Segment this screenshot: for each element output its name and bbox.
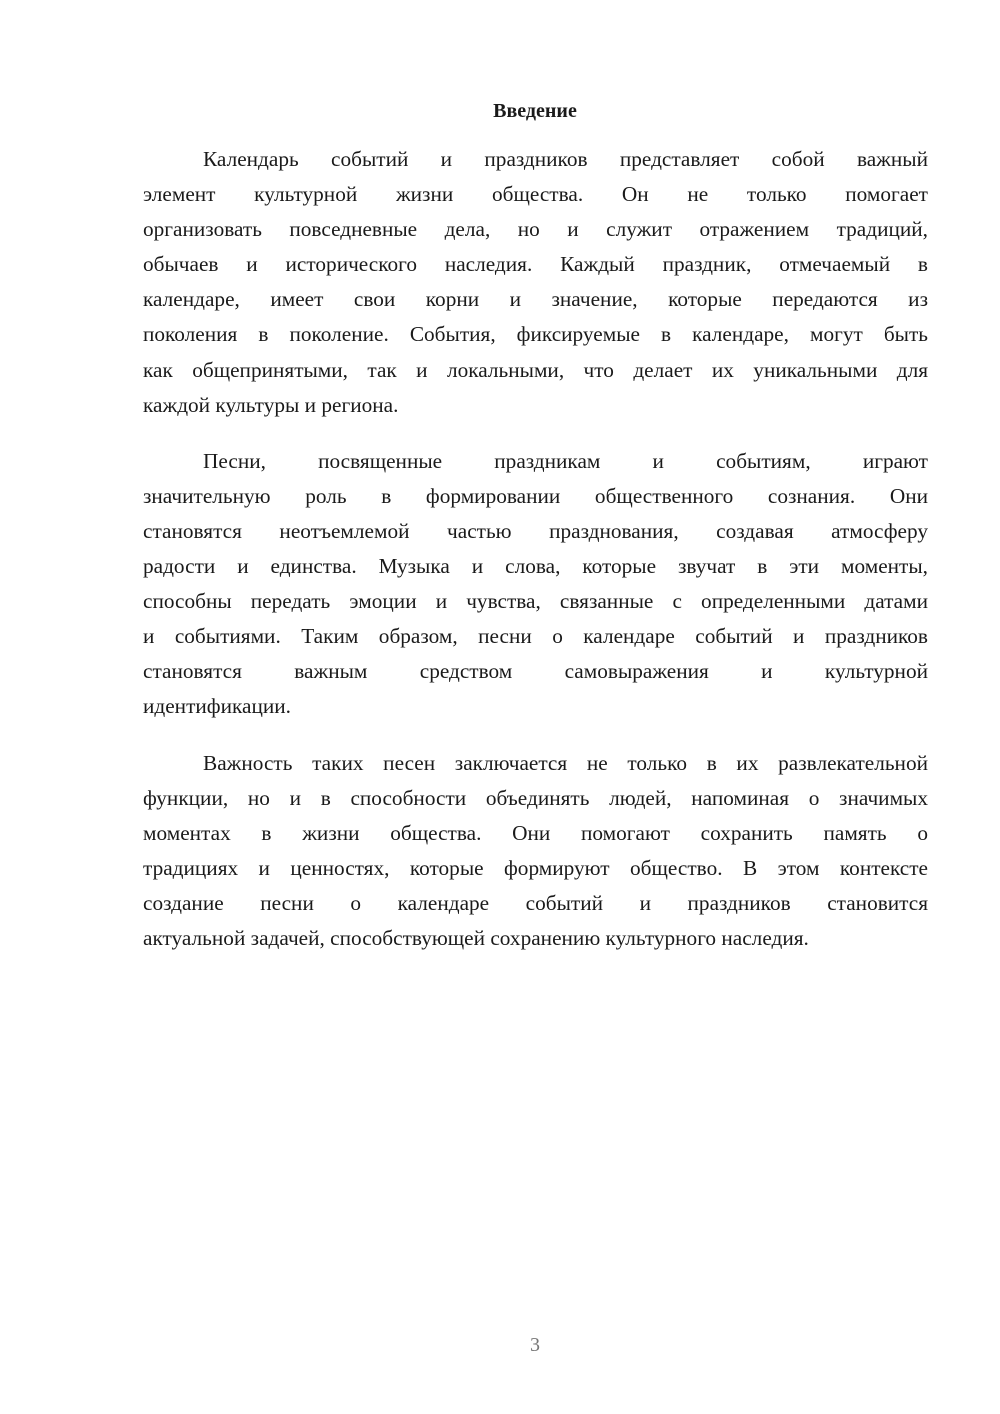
text-line: элемент культурной жизни общества. Он не только помогает xyxy=(143,182,928,207)
text-line: способны передать эмоции и чувства, связанные с определенными датами xyxy=(143,589,928,614)
text-line: обычаев и исторического наследия. Каждый праздник, отмечаемый в xyxy=(143,252,928,277)
text-line: традициях и ценностях, которые формируют общество. В этом контексте xyxy=(143,855,928,880)
text-line: Важность таких песен заключается не только в их развлекательной xyxy=(203,750,928,775)
text-line: каждой культуры и региона. xyxy=(143,392,399,417)
page-number: 3 xyxy=(530,1334,540,1356)
text-line: актуальной задачей, способствующей сохранению культурного наследия. xyxy=(143,925,809,950)
text-line: Календарь событий и праздников представляет собой важный xyxy=(203,147,928,171)
body-text xyxy=(143,142,928,977)
text-line: организовать повседневные дела, но и служит отражением традиций, xyxy=(143,217,928,242)
text-line: функции, но и в способности объединять людей, напоминая о значимых xyxy=(143,785,928,810)
text-line: становятся неотъемлемой частью празднования, создавая атмосферу xyxy=(143,518,928,543)
text-line: календаре, имеет свои корни и значение, которые передаются из xyxy=(143,287,928,312)
text-line: радости и единства. Музыка и слова, которые звучат в эти моменты, xyxy=(143,554,928,579)
text-line: моментах в жизни общества. Они помогают сохранить память о xyxy=(143,820,928,845)
text-line: значительную роль в формировании общественного сознания. Они xyxy=(143,483,928,508)
text-line: поколения в поколение. События, фиксируемые в календаре, могут быть xyxy=(143,322,928,347)
text-line: становятся важным средством самовыражения и культурной xyxy=(143,659,928,684)
text-line: как общепринятыми, так и локальными, что делает их уникальными для xyxy=(143,357,928,382)
paragraph xyxy=(143,746,928,957)
section-title: Введение xyxy=(493,100,577,122)
text-line: Песни, посвященные праздникам и событиям, играют xyxy=(203,448,928,473)
text-line: идентификации. xyxy=(143,694,291,719)
text-line: и событиями. Таким образом, песни о календаре событий и праздников xyxy=(143,624,928,649)
paragraph xyxy=(143,444,928,725)
paragraph xyxy=(143,142,928,423)
text-line: создание песни о календаре событий и праздников становится xyxy=(143,890,928,915)
